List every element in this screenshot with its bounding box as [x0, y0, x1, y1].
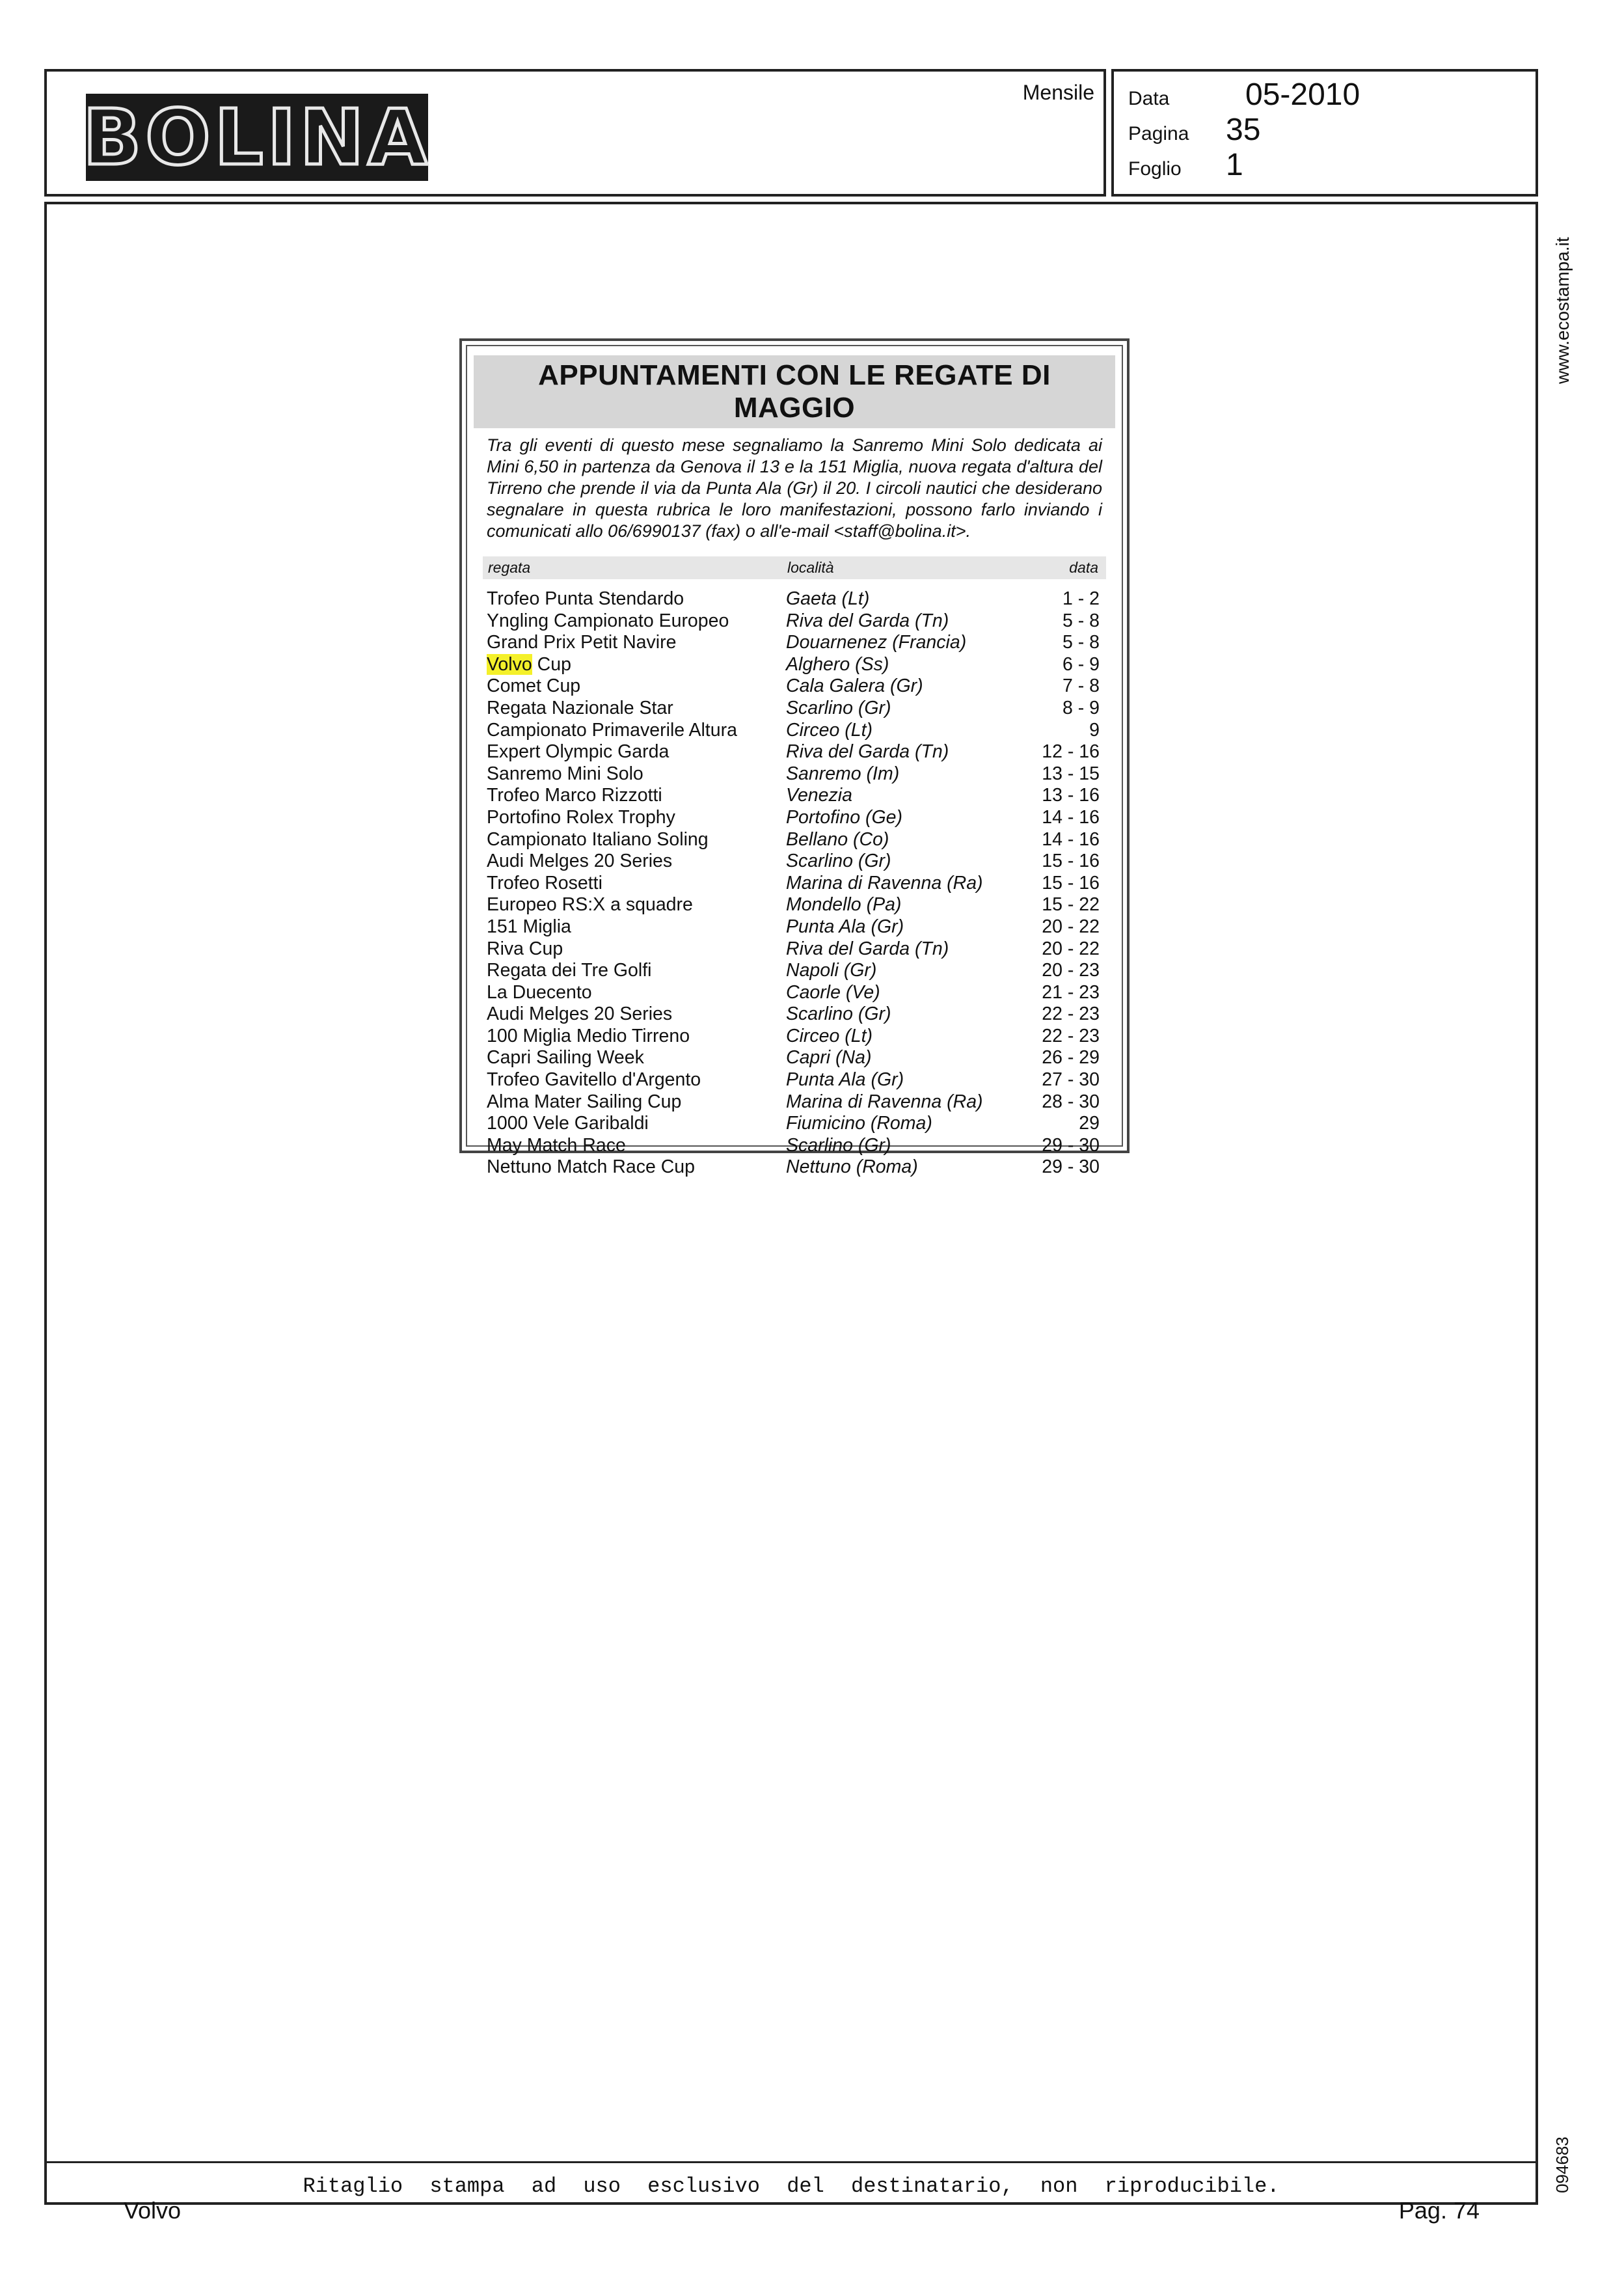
meta-row-foglio — [1128, 147, 1243, 183]
table-row — [487, 1135, 1102, 1157]
cell-localita: Marina di Ravenna (Ra) — [786, 1091, 983, 1112]
table-row — [487, 720, 1102, 742]
cell-regata: May Match Race — [487, 1134, 626, 1156]
cell-regata: Expert Olympic Garda — [487, 741, 670, 763]
article-title: APPUNTAMENTI CON LE REGATE DI MAGGIO — [538, 359, 1051, 424]
side-code-text: 094683 — [1552, 2136, 1572, 2193]
cell-regata: 100 Miglia Medio Tirreno — [487, 1025, 690, 1046]
cell-localita: Mondello (Pa) — [786, 894, 902, 916]
cell-regata: Campionato Primaverile Altura — [487, 719, 737, 741]
meta-label: Data — [1128, 88, 1170, 109]
table-row — [487, 1113, 1102, 1135]
cell-localita: Scarlino (Gr) — [786, 1134, 891, 1156]
cell-regata: Nettuno Match Race Cup — [487, 1156, 695, 1178]
cell-localita: Caorle (Ve) — [786, 981, 880, 1003]
table-row — [487, 1026, 1102, 1048]
cell-data: 14 - 16 — [1042, 806, 1100, 828]
article-clipping — [459, 338, 1130, 1178]
header-masthead — [44, 69, 1106, 197]
cell-localita: Alghero (Ss) — [786, 653, 889, 675]
table-row — [487, 894, 1102, 916]
column-header-regata: regata — [488, 559, 531, 576]
article-intro: Tra gli eventi di questo mese segnaliamo la Sanremo Mini Solo dedicata ai Mini 6,50 in partenza da Genova il 13 e la 151 Miglia, nuova regata d'altura del Tirreno che prende il via da Punta Ala (Gr) il 20. I circoli nautici che desiderano segnalare in questa rubrica le loro manifestazioni, possono farlo inviando i comunicati allo 06/6990137 (fax) o all'e-mail <staff@bolina.it>. — [487, 435, 1102, 541]
table-row — [487, 763, 1102, 785]
cell-data: 6 - 9 — [1062, 653, 1100, 675]
cell-data: 20 - 22 — [1042, 938, 1100, 959]
cell-data: 15 - 16 — [1042, 851, 1100, 872]
disclaimer: Ritaglio stampa ad uso esclusivo del destinatario, non riproducibile. — [303, 2174, 1280, 2198]
meta-label: Pagina — [1128, 123, 1189, 144]
cell-localita: Scarlino (Gr) — [786, 697, 891, 718]
table-row — [487, 588, 1102, 610]
cell-data: 1 - 2 — [1062, 588, 1100, 609]
table-row — [487, 654, 1102, 676]
cell-data: 5 - 8 — [1062, 610, 1100, 631]
cell-data: 26 - 29 — [1042, 1047, 1100, 1069]
cell-regata-rest: Cup — [532, 653, 571, 675]
cell-localita: Gaeta (Lt) — [786, 588, 870, 609]
cell-localita: Cala Galera (Gr) — [786, 676, 923, 697]
cell-regata: Regata dei Tre Golfi — [487, 960, 652, 981]
frequency-label: Mensile — [1022, 81, 1094, 104]
table-row — [487, 851, 1102, 873]
cell-localita: Riva del Garda (Tn) — [786, 938, 949, 959]
cell-regata: Sanremo Mini Solo — [487, 763, 643, 784]
side-url — [1552, 215, 1578, 384]
table-row — [487, 1069, 1102, 1091]
cell-regata: Yngling Campionato Europeo — [487, 610, 729, 631]
clipping-inner — [466, 345, 1123, 1178]
column-header-localita: località — [787, 559, 834, 576]
table-row — [487, 632, 1102, 654]
cell-regata: Regata Nazionale Star — [487, 697, 673, 718]
cell-regata: Trofeo Gavitello d'Argento — [487, 1069, 701, 1091]
cell-localita: Napoli (Gr) — [786, 960, 877, 981]
cell-data: 14 - 16 — [1042, 828, 1100, 850]
cell-data: 27 - 30 — [1042, 1069, 1100, 1091]
cell-regata: Riva Cup — [487, 938, 563, 959]
table-row — [487, 960, 1102, 982]
meta-value: 35 — [1226, 113, 1261, 147]
cell-regata: Trofeo Punta Stendardo — [487, 588, 684, 609]
cell-regata: La Duecento — [487, 981, 592, 1003]
frame-divider — [47, 2161, 1536, 2163]
cell-data: 13 - 15 — [1042, 763, 1100, 784]
meta-row-data — [1128, 77, 1360, 113]
cell-data: 7 - 8 — [1062, 676, 1100, 697]
cell-localita: Venezia — [786, 785, 852, 806]
table-row — [487, 938, 1102, 961]
cell-regata — [487, 654, 786, 676]
table-row — [487, 1156, 1102, 1179]
meta-value: 1 — [1226, 148, 1243, 182]
meta-row-pagina — [1128, 112, 1260, 148]
table-header — [483, 556, 1106, 579]
table-row — [487, 1047, 1102, 1069]
cell-localita: Bellano (Co) — [786, 828, 889, 850]
regatta-table — [487, 588, 1102, 1179]
cell-regata: Comet Cup — [487, 676, 581, 697]
cell-regata: Alma Mater Sailing Cup — [487, 1091, 682, 1112]
column-header-data: data — [1069, 559, 1098, 576]
cell-data: 21 - 23 — [1042, 981, 1100, 1003]
table-row — [487, 807, 1102, 829]
side-code — [1552, 2108, 1578, 2193]
meta-label: Foglio — [1128, 158, 1182, 180]
cell-localita: Scarlino (Gr) — [786, 1003, 891, 1025]
highlighted-term: Volvo — [487, 653, 532, 675]
cell-regata: 1000 Vele Garibaldi — [487, 1113, 649, 1134]
cell-localita: Capri (Na) — [786, 1047, 872, 1069]
cell-data: 8 - 9 — [1062, 697, 1100, 718]
cell-localita: Riva del Garda (Tn) — [786, 741, 949, 763]
table-row — [487, 1003, 1102, 1026]
cell-data: 22 - 23 — [1042, 1025, 1100, 1046]
cell-localita: Portofino (Ge) — [786, 806, 902, 828]
cell-localita: Sanremo (Im) — [786, 763, 900, 784]
cell-regata: Capri Sailing Week — [487, 1047, 644, 1069]
logo-text: BOLINA — [83, 92, 431, 182]
cell-regata: Trofeo Marco Rizzotti — [487, 785, 662, 806]
cell-localita: Circeo (Lt) — [786, 719, 873, 741]
cell-data: 29 - 30 — [1042, 1156, 1100, 1178]
title-band — [474, 355, 1115, 428]
cell-regata: 151 Miglia — [487, 916, 571, 937]
cell-localita: Circeo (Lt) — [786, 1025, 873, 1046]
table-row — [487, 873, 1102, 895]
cell-regata: Audi Melges 20 Series — [487, 851, 673, 872]
table-row — [487, 785, 1102, 807]
table-row — [487, 676, 1102, 698]
table-row — [487, 741, 1102, 763]
cell-regata: Portofino Rolex Trophy — [487, 806, 675, 828]
table-row — [487, 982, 1102, 1004]
cell-data: 29 — [1079, 1113, 1100, 1134]
cell-data: 15 - 22 — [1042, 894, 1100, 916]
cell-data: 28 - 30 — [1042, 1091, 1100, 1112]
cell-localita: Nettuno (Roma) — [786, 1156, 918, 1178]
bolina-logo — [83, 92, 431, 182]
table-row — [487, 1091, 1102, 1113]
cell-data: 20 - 23 — [1042, 960, 1100, 981]
cell-localita: Douarnenez (Francia) — [786, 632, 967, 653]
cell-regata: Campionato Italiano Soling — [487, 828, 709, 850]
cell-localita: Punta Ala (Gr) — [786, 916, 904, 937]
cell-regata: Grand Prix Petit Navire — [487, 632, 677, 653]
table-row — [487, 916, 1102, 938]
cell-localita: Fiumicino (Roma) — [786, 1113, 932, 1134]
footer-keyword: Volvo — [124, 2197, 182, 2224]
cell-data: 15 - 16 — [1042, 872, 1100, 894]
side-url-text: www.ecostampa.it — [1552, 237, 1573, 384]
cell-localita: Riva del Garda (Tn) — [786, 610, 949, 631]
cell-data: 22 - 23 — [1042, 1003, 1100, 1025]
header-meta — [1111, 69, 1538, 197]
cell-data: 12 - 16 — [1042, 741, 1100, 763]
meta-value: 05-2010 — [1245, 77, 1360, 112]
cell-data: 13 - 16 — [1042, 785, 1100, 806]
cell-localita: Scarlino (Gr) — [786, 851, 891, 872]
table-row — [487, 829, 1102, 851]
cell-regata: Audi Melges 20 Series — [487, 1003, 673, 1025]
cell-data: 29 - 30 — [1042, 1134, 1100, 1156]
cell-regata: Europeo RS:X a squadre — [487, 894, 693, 916]
cell-data: 9 — [1089, 719, 1100, 741]
footer-page-number: Pag. 74 — [1398, 2197, 1480, 2224]
cell-regata: Trofeo Rosetti — [487, 872, 602, 894]
cell-data: 20 - 22 — [1042, 916, 1100, 937]
table-row — [487, 698, 1102, 720]
table-row — [487, 610, 1102, 633]
cell-localita: Punta Ala (Gr) — [786, 1069, 904, 1091]
cell-data: 5 - 8 — [1062, 632, 1100, 653]
cell-localita: Marina di Ravenna (Ra) — [786, 872, 983, 894]
